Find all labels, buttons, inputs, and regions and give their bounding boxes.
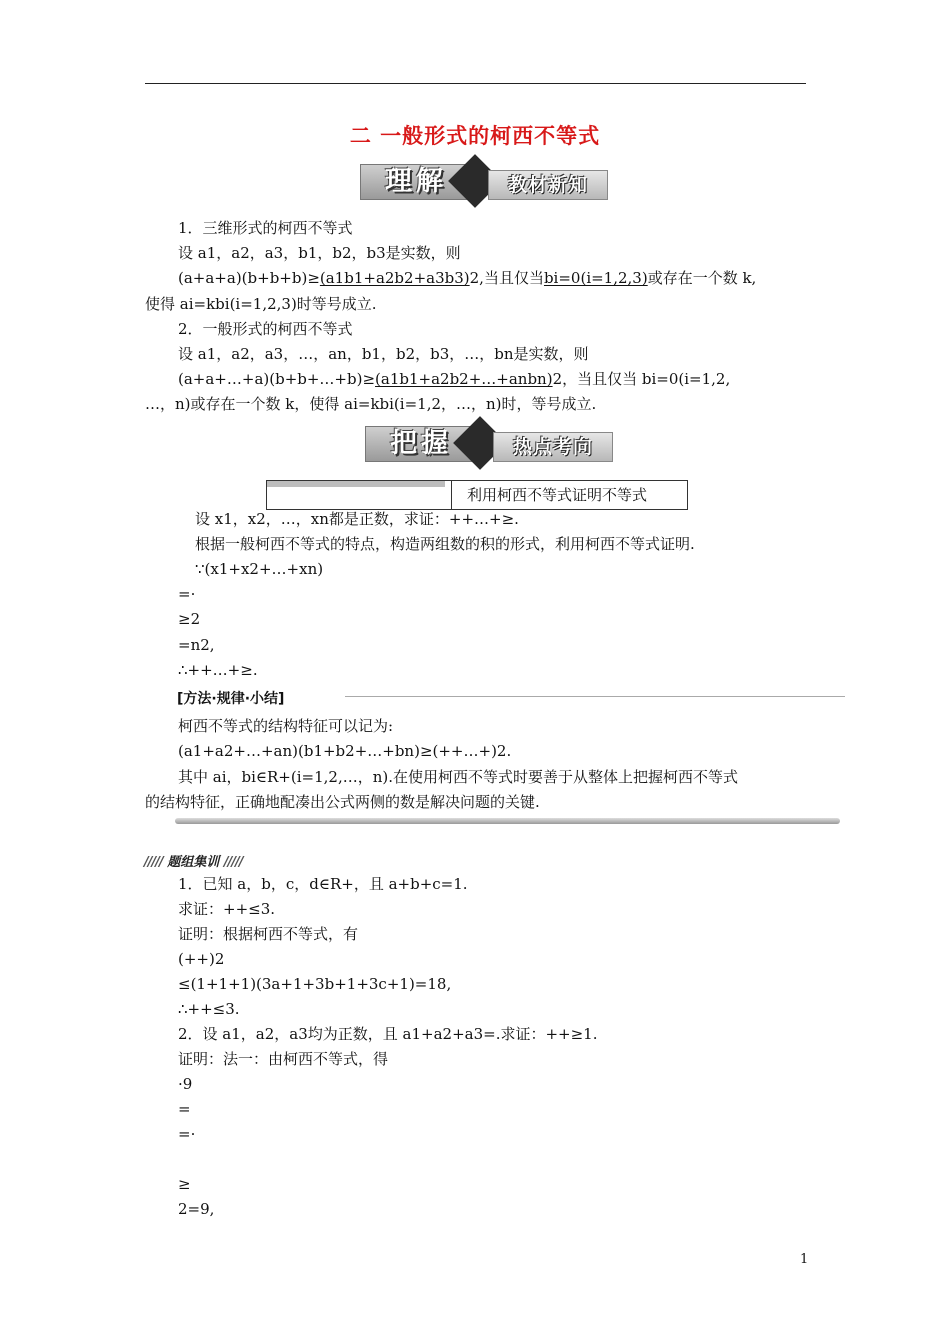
banner-understand-left: 理解 [360,164,472,200]
exercise1-goal: 求证：++≤3. [178,900,276,918]
banner-understand [360,160,620,204]
topic-tag-label: 利用柯西不等式证明不等式 [467,486,648,504]
header-rule [145,83,806,84]
exercise2-proof: 证明：法一：由柯西不等式，得 [178,1050,389,1068]
example-problem: 设 x1，x2，…，xn都是正数，求证：++…+≥. [195,510,519,528]
section2-line2-pre: (a+a+…+a)(b+b+…+b)≥ [178,370,376,388]
example-step1: ∵(x1+x2+…+xn) [195,560,324,578]
method-bottom-bar [175,818,840,824]
section1-line2 [178,268,756,288]
example-idea: 根据一般柯西不等式的特点，构造两组数的积的形式，利用柯西不等式证明. [195,535,695,553]
example-step5: ∴++…+≥. [178,661,258,679]
exercise2-step3: =· [178,1125,196,1143]
banner-grasp [365,422,625,466]
exercise2-step1: ·9 [178,1075,193,1093]
section1-heading: 1．三维形式的柯西不等式 [178,219,353,237]
method-line4: 的结构特征，正确地配凑出公式两侧的数是解决问题的关键. [145,793,540,811]
method-line2: (a1+a2+…+an)(b1+b2+…+bn)≥(++…+)2. [178,742,512,760]
exercise1-proof: 证明：根据柯西不等式，有 [178,925,359,943]
section1-line2-post: 或存在一个数 k, [647,269,757,287]
exercise1-step3: ∴++≤3. [178,1000,240,1018]
method-line3: 其中 ai，bi∈R+(i=1,2,…，n).在使用柯西不等式时要善于从整体上把握柯西不等式 [178,768,738,786]
example-step2: =· [178,585,196,603]
section2-heading: 2．一般形式的柯西不等式 [178,320,353,338]
section2-line2-post: 2，当且仅当 bi=0(i=1,2, [552,370,731,388]
section2-line2 [178,369,730,389]
exercise2-step2: = [178,1100,191,1118]
example-step3: ≥2 [178,610,201,628]
banner-grasp-left: 把握 [365,426,477,462]
exercise1-step1: (++)2 [178,950,225,968]
banner-understand-right: 教材新知 [488,170,608,200]
exercise2-step5: 2=9, [178,1200,215,1218]
section1-line1: 设 a1，a2，a3，b1，b2，b3是实数，则 [178,244,461,262]
slash-decoration-icon: ///// [144,855,163,870]
group-label: 题组集训 [167,855,220,870]
exercise2-step4: ≥ [178,1175,191,1193]
section2-line1: 设 a1，a2，a3，…，an，b1，b2，b3，…，bn是实数，则 [178,345,589,363]
section1-line3: 使得 ai=kbi(i=1,2,3)时等号成立. [145,295,377,313]
section1-line2-pre: (a+a+a)(b+b+b)≥ [178,269,320,287]
method-rule [345,696,845,697]
topic-tag-box [266,480,688,510]
group-label-row [144,851,243,870]
tag-shade [267,481,445,487]
exercise2-question: 2．设 a1，a2，a3均为正数，且 a1+a2+a3=.求证：++≥1. [178,1025,598,1043]
method-heading: [方法·规律·小结] [177,691,285,707]
method-line1: 柯西不等式的结构特征可以记为: [178,717,394,735]
section1-line2-mid: 2,当且仅当 [469,269,544,287]
section1-underline-blank2: bi=0(i=1,2,3) [543,269,648,287]
page-title: 二 一般形式的柯西不等式 [349,124,601,148]
exercise1-question: 1．已知 a，b，c，d∈R+，且 a+b+c=1. [178,875,468,893]
section2-underline-blank: (a1b1+a2b2+…+anbn) [375,370,553,388]
section2-line3: …，n)或存在一个数 k，使得 ai=kbi(i=1,2，…，n)时，等号成立. [145,395,597,413]
section1-underline-blank1: (a1b1+a2b2+a3b3) [319,269,470,287]
tag-divider [451,481,452,509]
page-number: 1 [800,1252,809,1267]
example-step4: =n2, [178,636,215,654]
slash-decoration-icon: ///// [223,855,243,870]
banner-grasp-right: 热点考向 [493,432,613,462]
exercise1-step2: ≤(1+1+1)(3a+1+3b+1+3c+1)=18, [178,975,452,993]
